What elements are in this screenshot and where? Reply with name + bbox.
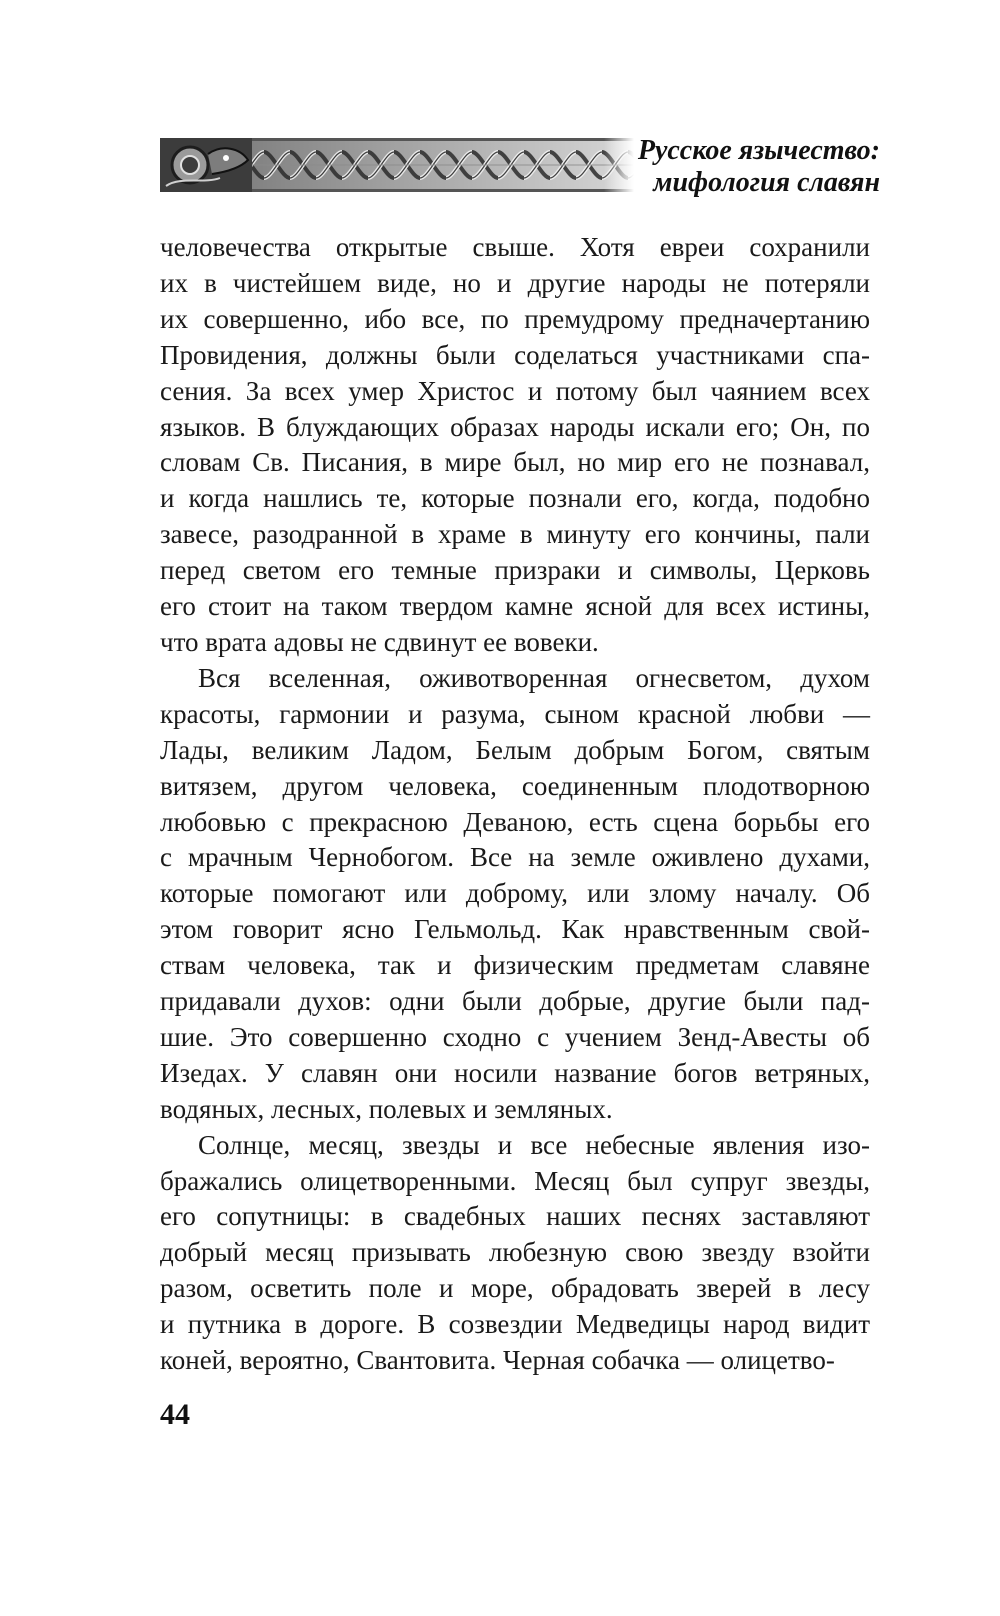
text-line: водяных, лесных, полевых и земляных.	[160, 1093, 613, 1124]
text-line: красоты, гармонии и разума, сыном красной любви —	[160, 698, 870, 729]
text-line: ствам человека, так и физическим предметам славяне	[160, 950, 870, 981]
header-title-line-2: мифология славян	[653, 167, 880, 198]
text-line: что врата адовы не сдвинут ее вовеки.	[160, 626, 599, 657]
text-line: Провидения, должны были соделаться участниками спа-	[160, 339, 870, 370]
text-line: сения. За всех умер Христос и потому был чаянием всех	[160, 375, 870, 406]
text-line: коней, вероятно, Свантовита. Черная собачка — олицетво-	[160, 1345, 835, 1376]
text-line: придавали духов: одни были добрые, другие были пад-	[160, 986, 870, 1017]
text-line: его сопутницы: в свадебных наших песнях заставляют	[160, 1201, 870, 1232]
header-title-line-1: Русское язычество:	[637, 135, 880, 166]
text-line: словам Св. Писания, в мире был, но мир его не познавал,	[160, 447, 870, 478]
text-line: человечества открытые свыше. Хотя евреи сохранили	[160, 232, 870, 262]
running-header	[160, 130, 880, 200]
paragraph	[160, 661, 870, 1128]
text-line: добрый месяц призывать любезную свою звезду взойти	[160, 1237, 870, 1268]
text-line: его стоит на таком твердом камне ясной для всех истины,	[160, 591, 870, 622]
text-line: языков. В блуждающих образах народы искали его; Он, по	[160, 411, 870, 442]
dragon-head-icon	[160, 138, 252, 192]
text-line: и путника в дороге. В созвездии Медведицы народ видит	[160, 1309, 870, 1340]
text-line: Солнце, месяц, звезды и все небесные явления изо-	[198, 1129, 870, 1160]
text-line: и когда нашлись те, которые познали его, когда, подобно	[160, 483, 870, 514]
text-line: этом говорит ясно Гельмольд. Как нравственным свой-	[160, 914, 870, 945]
text-line: их в чистейшем виде, но и другие народы не потеряли	[160, 267, 870, 298]
text-line: которые помогают или доброму, или злому началу. Об	[160, 878, 870, 909]
text-line: завесе, разодранной в храме в минуту его кончины, пали	[160, 519, 870, 550]
text-line: шие. Это совершенно сходно с учением Зенд-Авесты об	[160, 1021, 870, 1052]
text-line: витязем, другом человека, соединенным плодотворною	[160, 770, 870, 801]
text-line: с мрачным Чернобогом. Все на земле оживлено духами,	[160, 842, 870, 873]
text-line: Изедах. У славян они носили название богов ветряных,	[160, 1057, 870, 1088]
header-title	[604, 135, 880, 199]
text-line: разом, осветить поле и море, обрадовать зверей в лесу	[160, 1273, 870, 1304]
text-line: бражались олицетворенными. Месяц был супруг звезды,	[160, 1165, 870, 1196]
paragraph	[160, 230, 870, 661]
body-text	[160, 230, 870, 1379]
text-line: их совершенно, ибо все, по премудрому предначертанию	[160, 303, 870, 334]
text-line: перед светом его темные призраки и символы, Церковь	[160, 555, 870, 586]
text-line: любовью с прекраснoю Деваною, есть сцена борьбы его	[160, 806, 870, 837]
paragraph	[160, 1128, 870, 1379]
page-number: 44	[160, 1398, 190, 1431]
text-line: Лады, великим Ладом, Белым добрым Богом, святым	[160, 734, 870, 765]
text-line: Вся вселенная, оживотворенная огнесветом, духом	[198, 662, 870, 693]
